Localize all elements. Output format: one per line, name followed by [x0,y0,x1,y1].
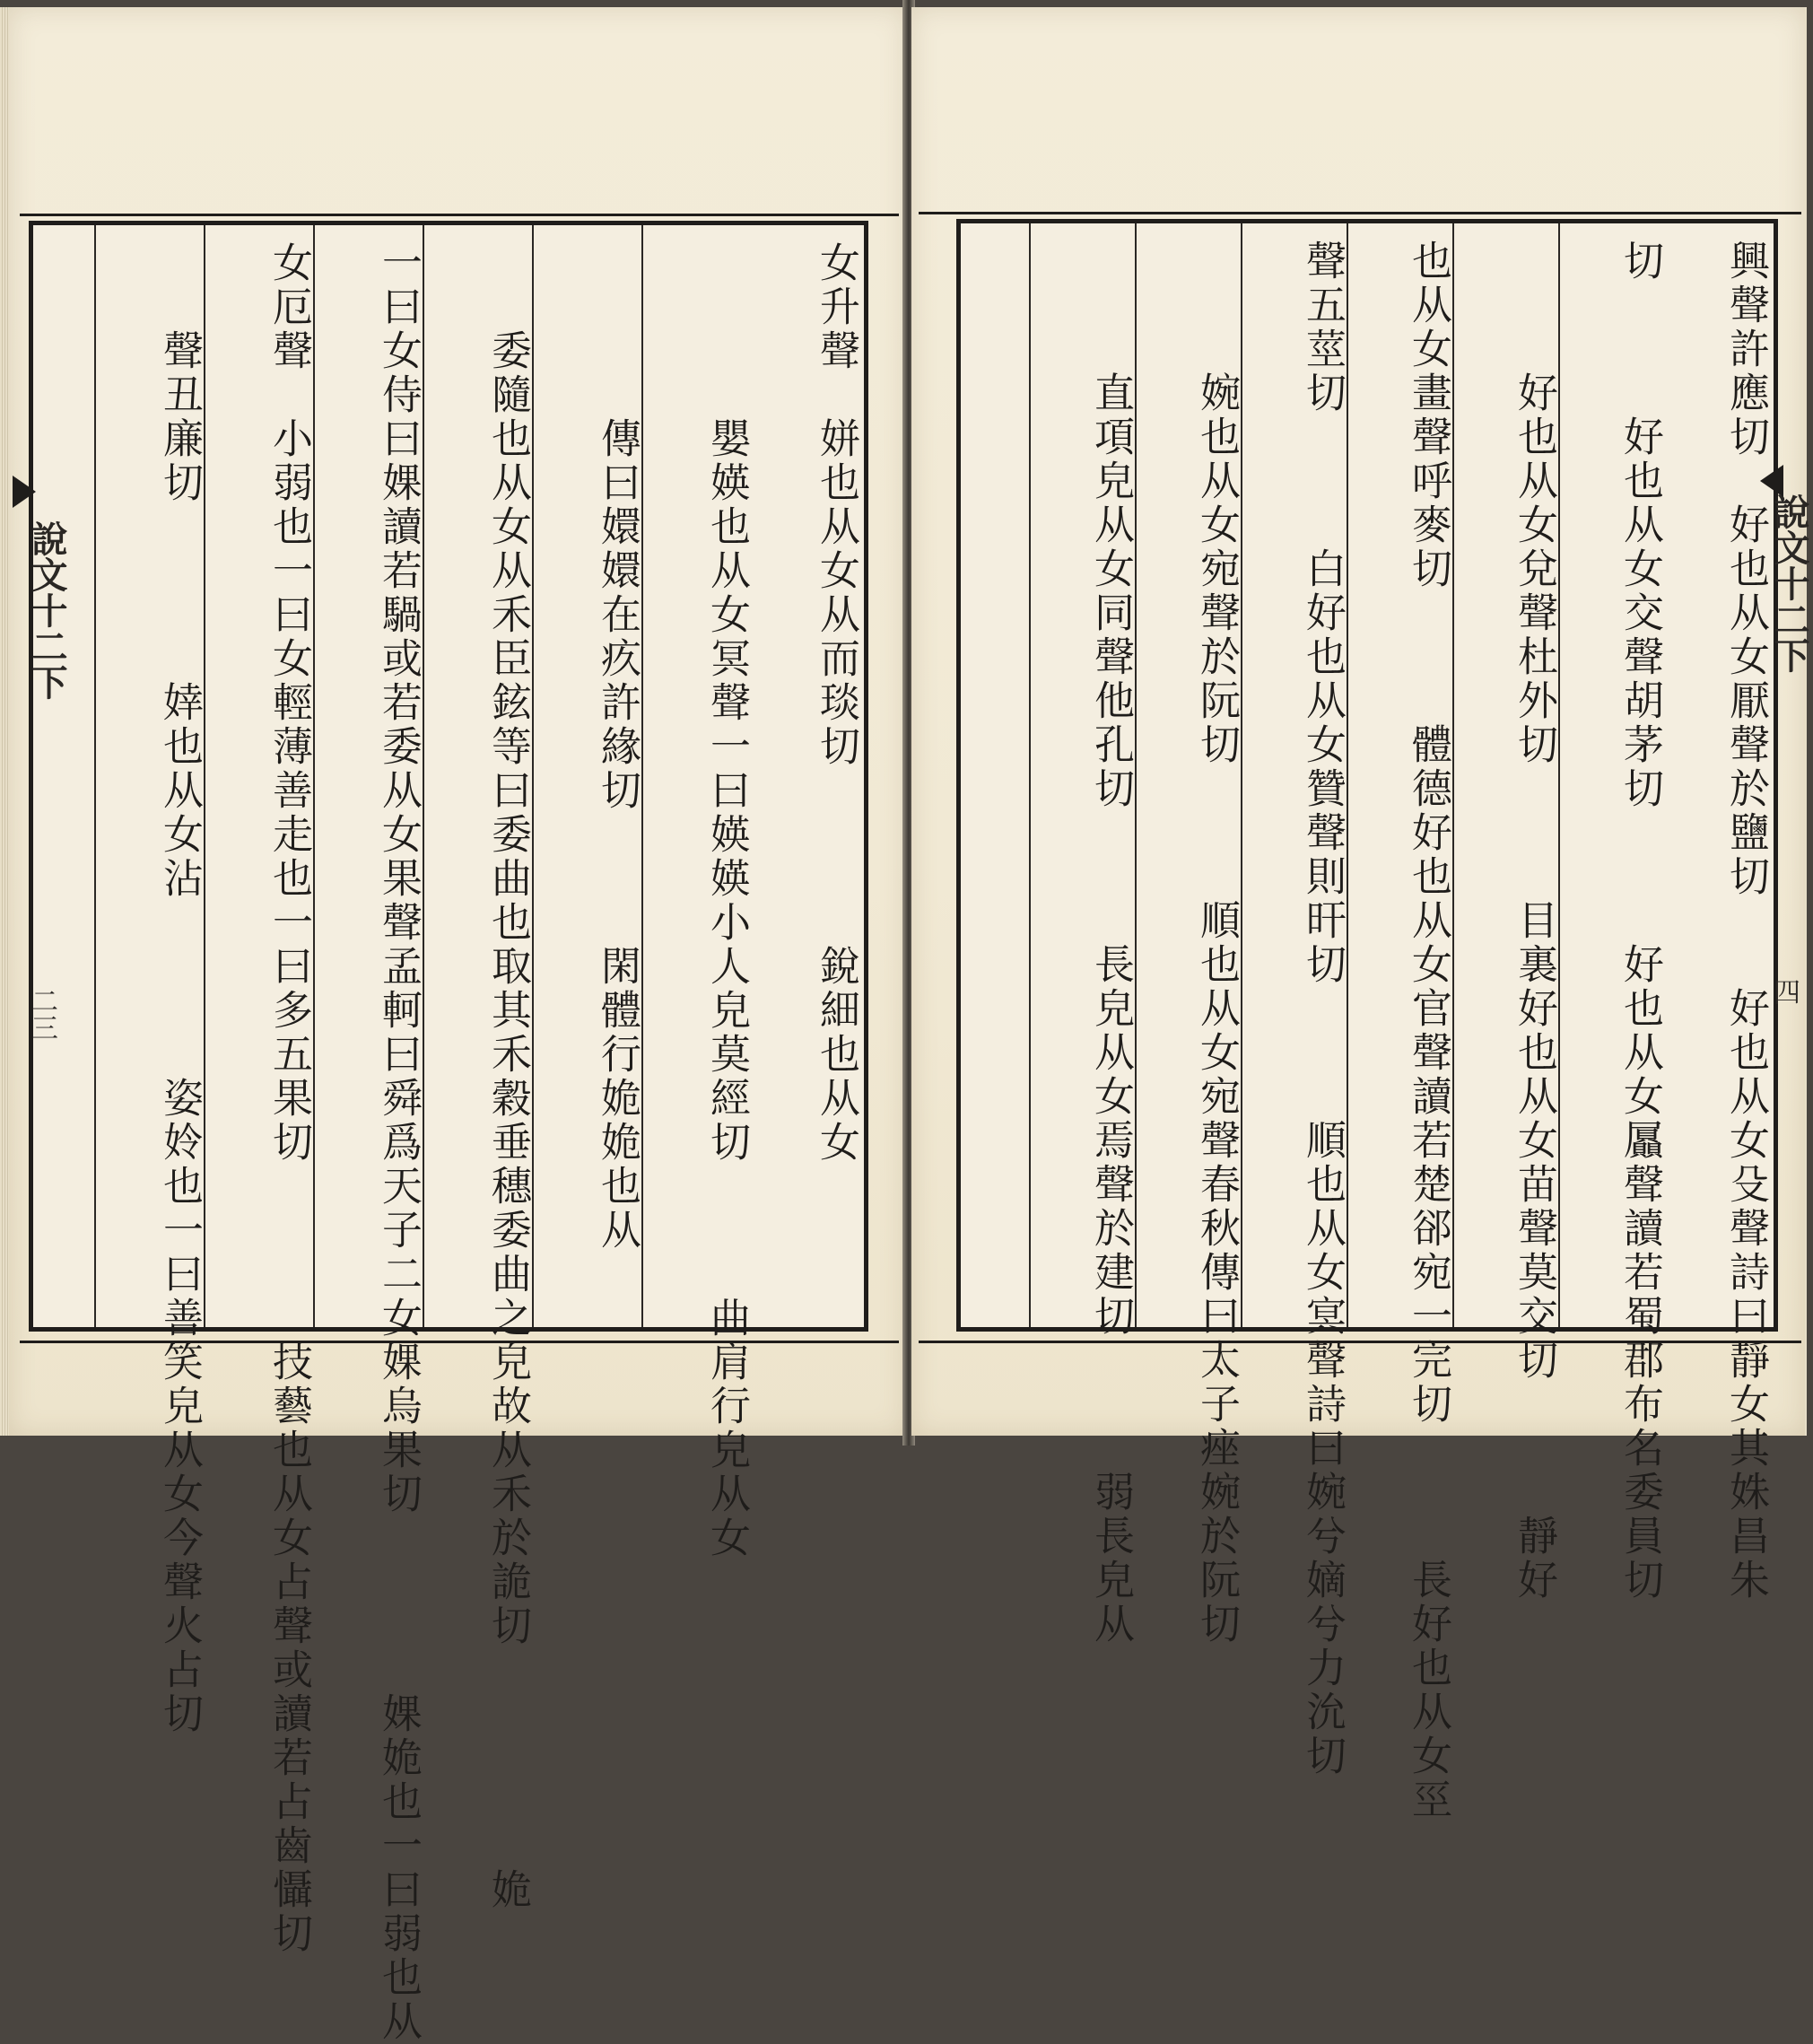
left-margin-title: 說文十二下 [26,520,68,700]
left-column-7: 聲丑廉切 婞也从女沾 姿姈也一曰善笑皃从女今聲火占切 [94,225,200,1327]
right-column-3: 好也从女兌聲杜外切 目裏好也从女苗聲莫交切 靜好 [1452,223,1555,1327]
left-text-frame [29,221,868,2044]
right-column-6: 婉也从女宛聲於阮切 順也从女宛聲春秋傳曰太子痤婉於阮切 [1135,223,1237,1327]
right-column-1: 興聲許應切 好也从女厭聲於鹽切 好也从女殳聲詩曰靜女其姝昌朱 [1722,240,1770,1603]
left-fish-tail-mark [13,476,36,508]
right-page-number: 四 [1768,978,1800,1005]
left-column-2: 嬰媖也从女冥聲一曰媖媖小人皃莫經切 曲肩行皃从女 [641,225,747,1327]
right-column-4: 也从女畫聲呼麥切 體德好也从女官聲讀若楚郤宛一完切 長好也从女巠 [1347,223,1449,1327]
right-bottom-rule [919,1341,1801,1343]
left-bottom-rule [20,1341,899,1343]
left-page-number: 二三 [26,987,57,1041]
right-top-rule [919,212,1801,214]
right-column-5: 聲五莖切 白好也从女贊聲則旰切 順也从女㝠聲詩曰婉兮嫡兮力沇切 [1241,223,1343,1327]
right-fish-tail-mark [1760,465,1783,497]
right-column-7: 直項皃从女同聲他孔切 長皃从女焉聲於建切 弱長皃从 [1029,223,1131,1327]
left-column-6: 女厄聲 小弱也一曰女輕薄善走也一曰多五果切 技藝也从女占聲或讀若占齒懾切 [204,225,309,1327]
left-column-1: 女升聲 姘也从女从而琰切 銳細也从女 [813,241,860,1165]
right-text-frame [956,219,1778,1822]
left-column-4: 委隨也从女从禾臣鉉等曰委曲也取其禾穀垂穗委曲之皃故从禾於詭切 姽 [423,225,528,1327]
left-top-rule [20,214,899,216]
left-column-5: 一曰女侍曰婐讀若騧或若委从女果聲孟軻曰舜爲天子二女婐烏果切 婐姽也一曰弱也从 [313,225,419,1327]
right-margin-title: 說文十二下 [1768,494,1810,673]
left-column-3: 傳曰嬛嬛在疚許緣切 閑體行姽姽也从 [532,225,638,1327]
right-column-2: 切 好也从女交聲胡茅切 好也从女屭聲讀若蜀郡布名委員切 [1558,223,1660,1327]
